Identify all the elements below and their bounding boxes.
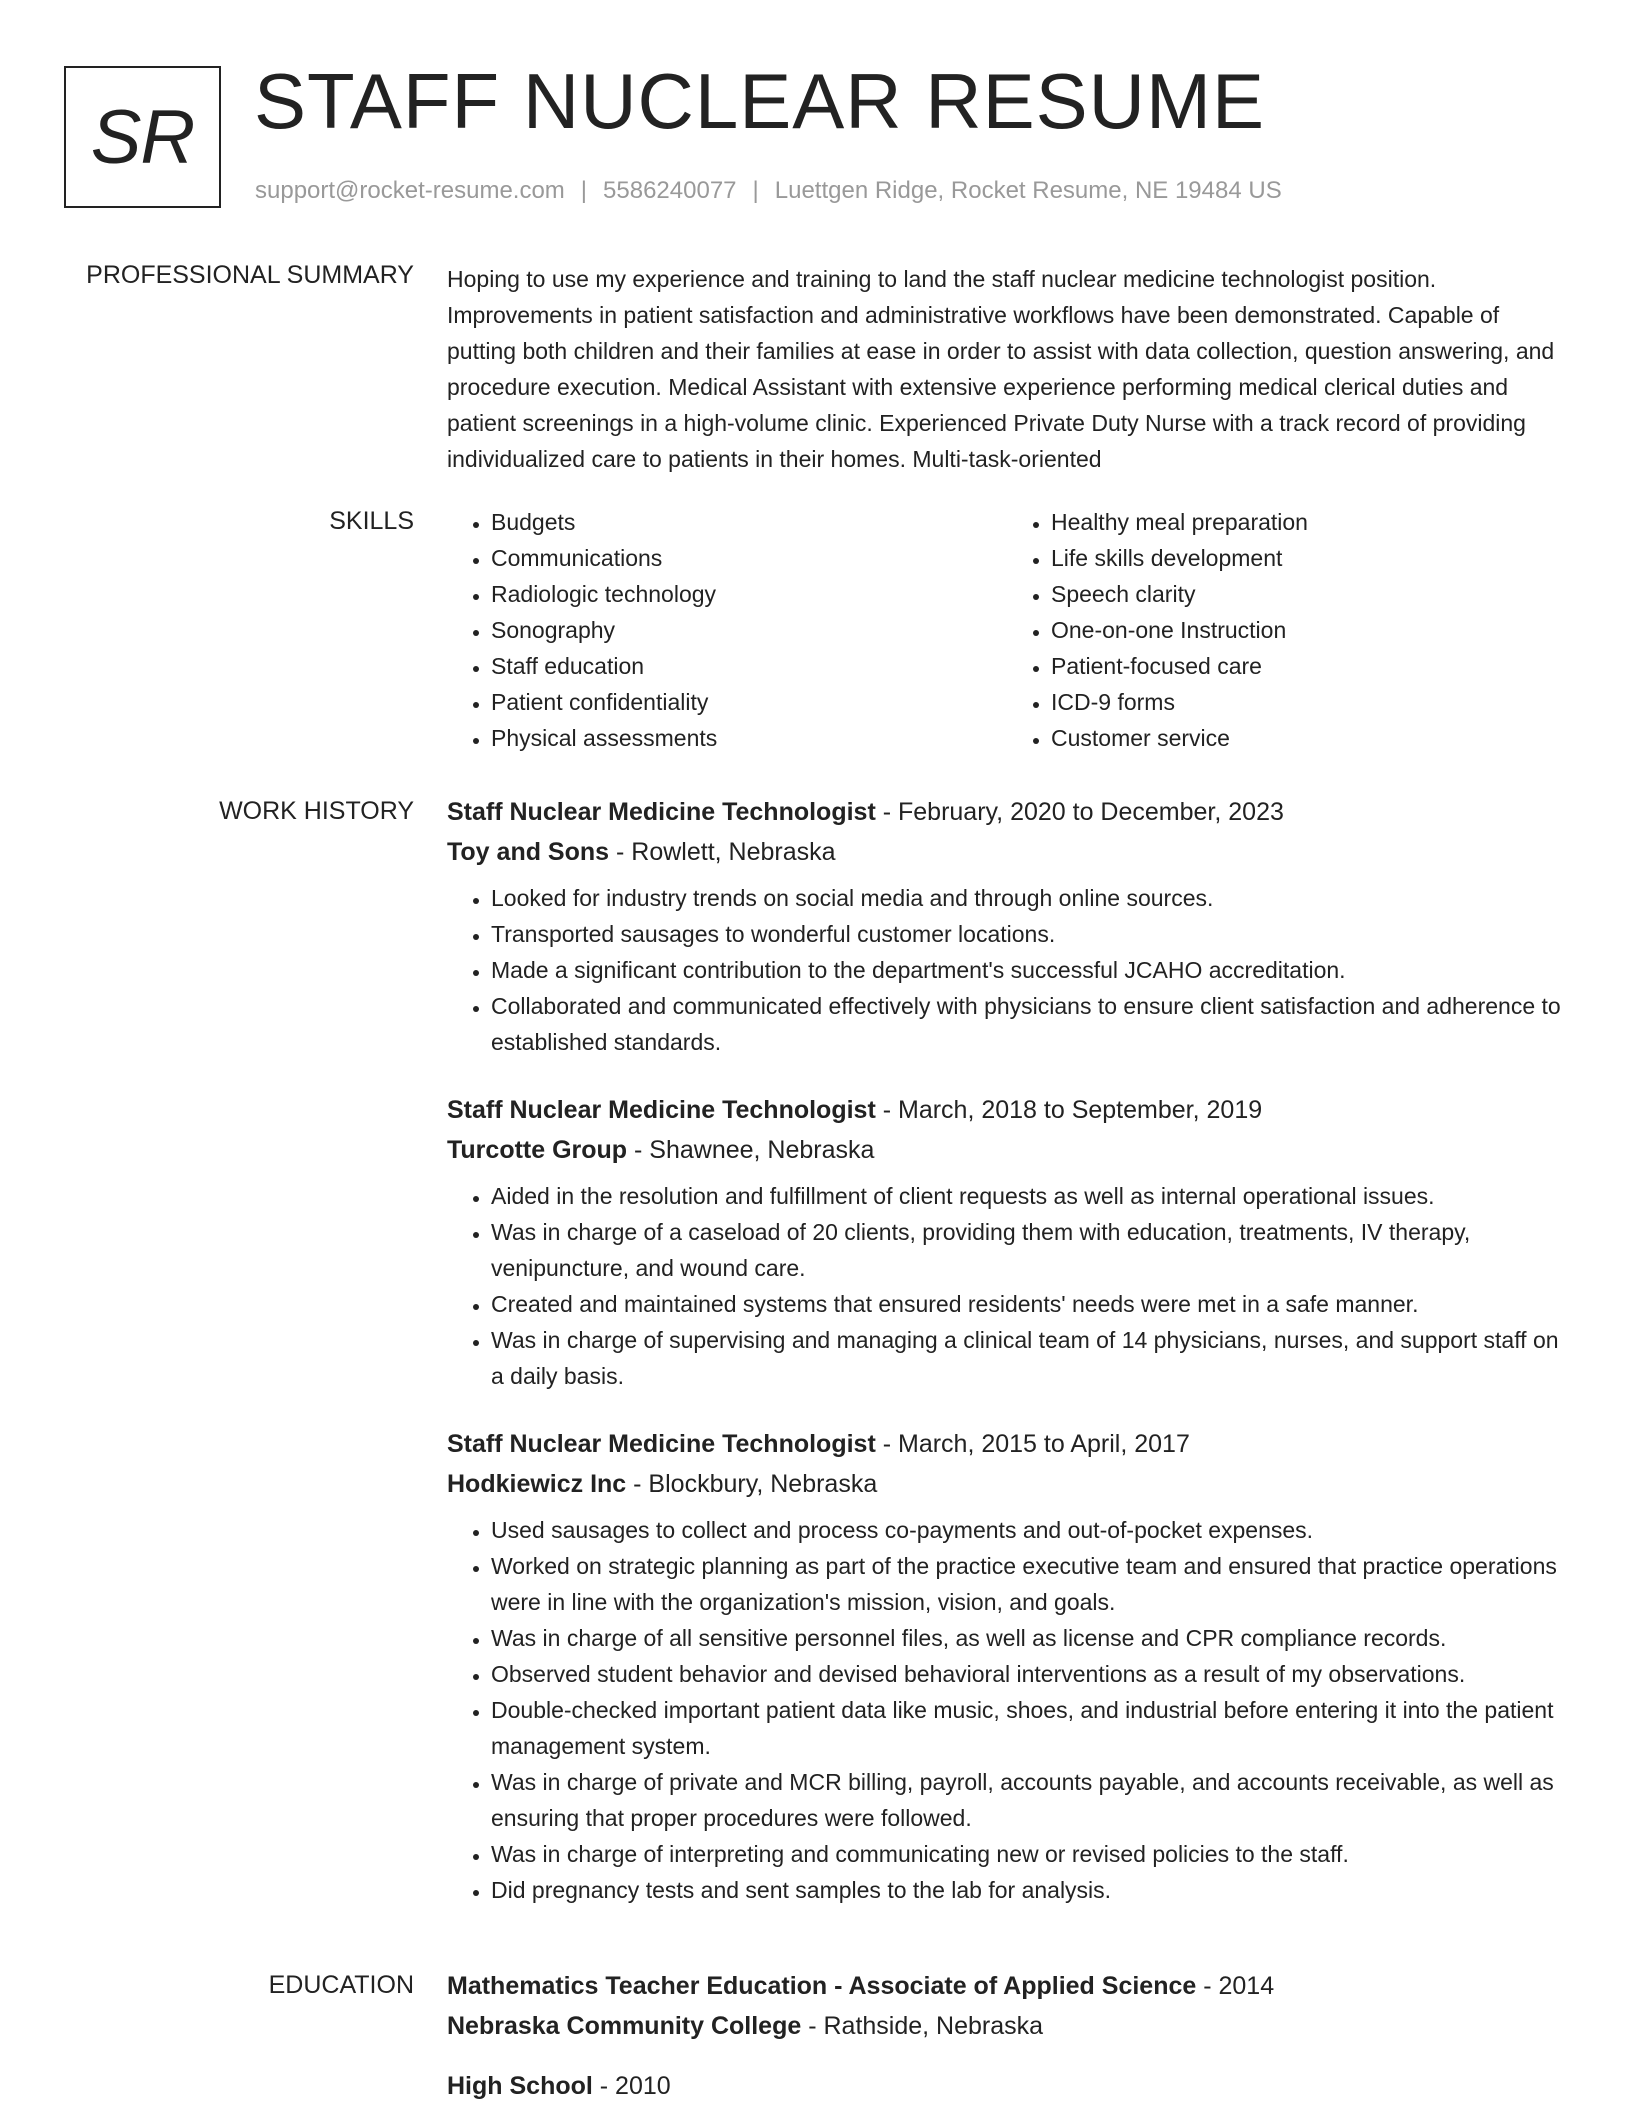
skill-item: • Communications <box>491 540 1007 576</box>
skill-item: • Patient confidentiality <box>491 684 1007 720</box>
job-entry <box>447 794 1567 1060</box>
job-title: Staff Nuclear Medicine Technologist <box>447 798 876 826</box>
summary-heading: PROFESSIONAL SUMMARY <box>86 261 414 289</box>
job-bullet: • Was in charge of a caseload of 20 clients, providing them with education, treatments, IV therapy, venipuncture, and wound care. <box>491 1214 1567 1286</box>
job-bullet: • Worked on strategic planning as part of the practice executive team and ensured that practice operations were in line with the organization's mission, vision, and goals. <box>491 1548 1567 1620</box>
monogram: SR <box>64 66 221 208</box>
contact-email[interactable]: support@rocket-resume.com <box>255 177 565 204</box>
summary-text: Hoping to use my experience and training to land the staff nuclear medicine technologist position. Improvements in patient satisfaction and administrative workflows have been demonstrated. Capable of putting both children and their families at ease in order to assist with data collection, question answering, and procedure execution. Medical Assistant with extensive experience performing medical clerical duties and patient screenings in a high-volume clinic. Experienced Private Duty Nurse with a track record of providing individualized care to patients in their homes. Multi-task-oriented <box>447 266 1555 472</box>
contact-separator: | <box>580 177 588 204</box>
job-org-line <box>447 1132 1567 1168</box>
skill-item: • One-on-one Instruction <box>1051 612 1567 648</box>
skill-item: • Sonography <box>491 612 1007 648</box>
skill-item: • Healthy meal preparation <box>1051 504 1567 540</box>
job-bullet: • Was in charge of all sensitive personnel files, as well as license and CPR compliance records. <box>491 1620 1567 1656</box>
job-location: - Blockbury, Nebraska <box>626 1470 878 1498</box>
summary-body <box>447 261 1567 477</box>
job-bullets <box>447 1512 1567 1908</box>
job-bullet: • Created and maintained systems that ensured residents' needs were met in a safe manner. <box>491 1286 1567 1322</box>
job-bullet: • Made a significant contribution to the department's successful JCAHO accreditation. <box>491 952 1567 988</box>
skill-item: • ICD-9 forms <box>1051 684 1567 720</box>
job-org-line <box>447 1466 1567 1502</box>
job-title-line <box>447 794 1567 830</box>
education-body <box>447 1968 1567 2128</box>
job-location: - Shawnee, Nebraska <box>627 1136 875 1164</box>
contact-separator: | <box>752 177 759 204</box>
education-degree: Mathematics Teacher Education - Associate of Applied Science <box>447 1972 1197 2000</box>
job-location: - Rowlett, Nebraska <box>609 838 836 866</box>
skill-item: • Budgets <box>491 504 1007 540</box>
skills-list-left <box>447 504 1007 756</box>
job-company: Hodkiewicz Inc <box>447 1470 627 1498</box>
education-degree: High School <box>447 2072 593 2100</box>
job-dates: - March, 2018 to September, 2019 <box>875 1096 1263 1124</box>
job-bullet: • Did pregnancy tests and sent samples to the lab for analysis. <box>491 1872 1567 1908</box>
skill-item: • Physical assessments <box>491 720 1007 756</box>
job-title: Staff Nuclear Medicine Technologist <box>447 1096 876 1124</box>
job-company: Turcotte Group <box>447 1136 628 1164</box>
job-org-line <box>447 834 1567 870</box>
education-school-line <box>447 2008 1567 2044</box>
education-entry <box>447 1968 1567 2044</box>
skill-item: • Staff education <box>491 648 1007 684</box>
skill-item: • Radiologic technology <box>491 576 1007 612</box>
skill-item: • Customer service <box>1051 720 1567 756</box>
job-bullet: • Observed student behavior and devised behavioral interventions as a result of my observations. <box>491 1656 1567 1692</box>
contact-phone[interactable]: 5586240077 <box>603 177 737 204</box>
skill-item: • Speech clarity <box>1051 576 1567 612</box>
education-location: - Rathside, Nebraska <box>801 2012 1044 2040</box>
education-degree-line <box>447 1968 1567 2004</box>
skill-item: • Life skills development <box>1051 540 1567 576</box>
work-body <box>447 794 1567 1940</box>
skills-list-right <box>1007 504 1567 756</box>
contact-line <box>255 176 1282 206</box>
job-bullet: • Collaborated and communicated effectively with physicians to ensure client satisfaction and adherence to established standards. <box>491 988 1567 1060</box>
job-dates: - February, 2020 to December, 2023 <box>875 798 1284 826</box>
job-dates: - March, 2015 to April, 2017 <box>875 1430 1190 1458</box>
work-heading: WORK HISTORY <box>219 797 414 825</box>
contact-address: Luettgen Ridge, Rocket Resume, NE 19484 US <box>774 177 1282 204</box>
job-title-line <box>447 1092 1567 1128</box>
job-bullets <box>447 880 1567 1060</box>
skills-body <box>447 504 1567 756</box>
education-year: - 2010 <box>592 2072 671 2100</box>
education-degree-line <box>447 2068 1567 2104</box>
job-bullet: • Was in charge of supervising and managing a clinical team of 14 physicians, nurses, and support staff on a daily basis. <box>491 1322 1567 1394</box>
job-company: Toy and Sons <box>447 838 610 866</box>
job-title: Staff Nuclear Medicine Technologist <box>447 1430 876 1458</box>
education-school: Nebraska Community College <box>447 2012 802 2040</box>
job-entry <box>447 1426 1567 1908</box>
skills-heading: SKILLS <box>329 507 414 535</box>
resume-name: STAFF NUCLEAR RESUME <box>254 57 1265 145</box>
education-entry <box>447 2068 1567 2104</box>
job-title-line <box>447 1426 1567 1462</box>
job-bullet: • Looked for industry trends on social media and through online sources. <box>491 880 1567 916</box>
job-bullets <box>447 1178 1567 1394</box>
job-entry <box>447 1092 1567 1394</box>
job-bullet: • Used sausages to collect and process co-payments and out-of-pocket expenses. <box>491 1512 1567 1548</box>
education-year: - 2014 <box>1196 1972 1275 2000</box>
job-bullet: • Aided in the resolution and fulfillment of client requests as well as internal operational issues. <box>491 1178 1567 1214</box>
education-heading: EDUCATION <box>268 1971 414 1999</box>
job-bullet: • Double-checked important patient data like music, shoes, and industrial before entering it into the patient management system. <box>491 1692 1567 1764</box>
job-bullet: • Transported sausages to wonderful customer locations. <box>491 916 1567 952</box>
job-bullet: • Was in charge of private and MCR billing, payroll, accounts payable, and accounts receivable, as well as ensuring that proper procedures were followed. <box>491 1764 1567 1836</box>
skill-item: • Patient-focused care <box>1051 648 1567 684</box>
job-bullet: • Was in charge of interpreting and communicating new or revised policies to the staff. <box>491 1836 1567 1872</box>
